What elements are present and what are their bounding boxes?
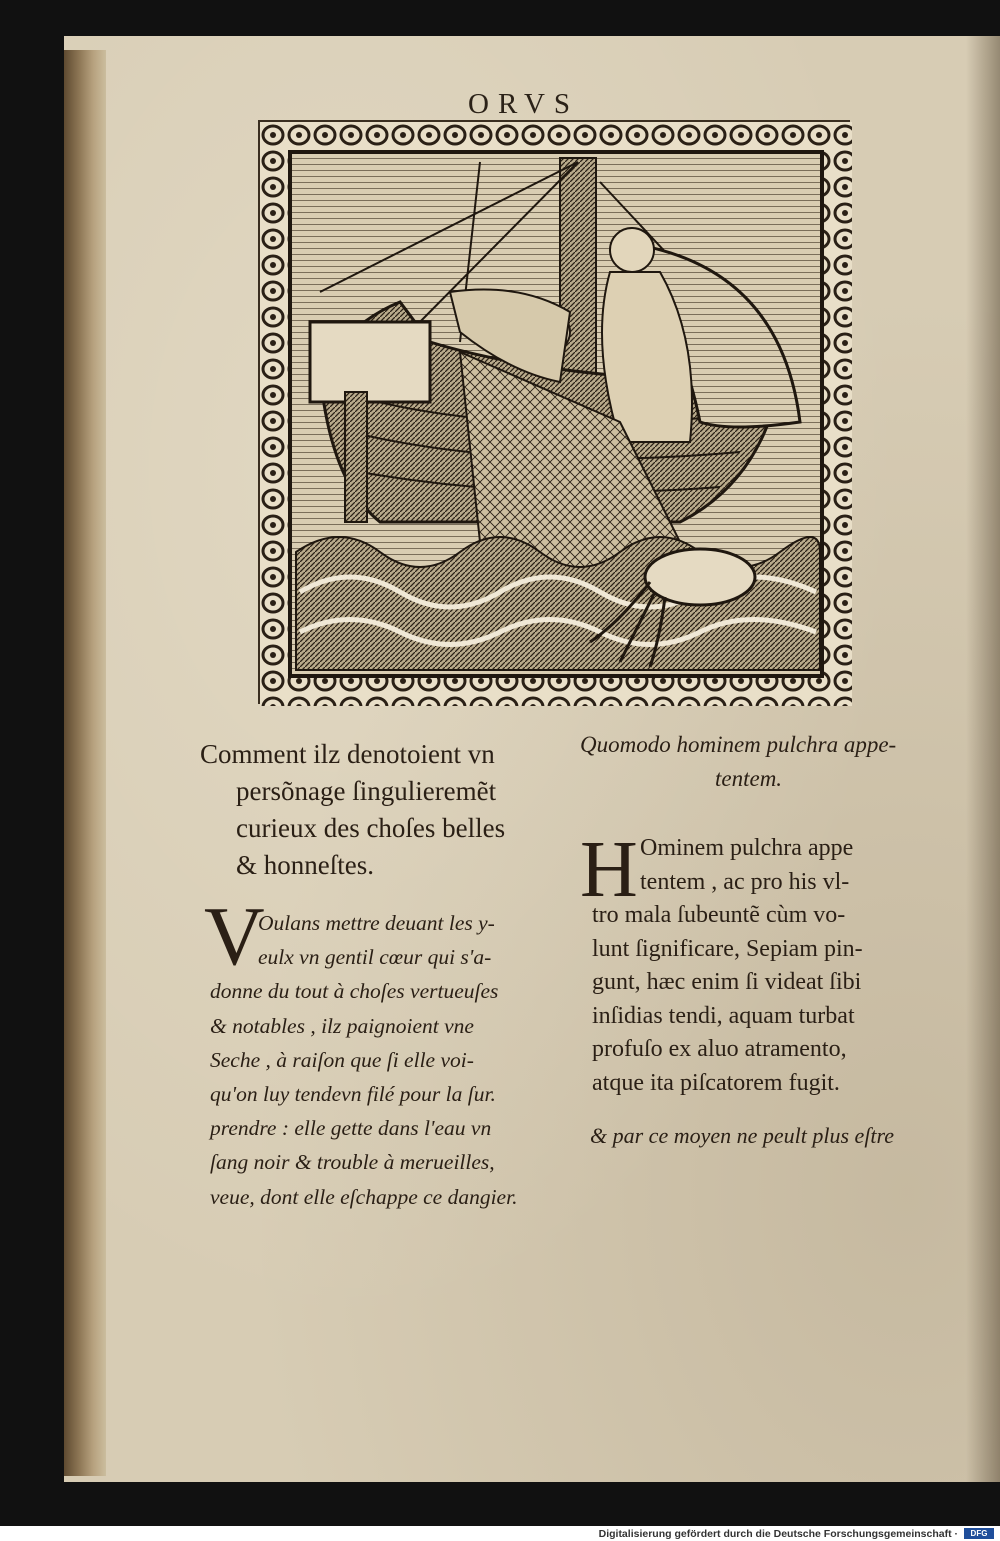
latin-body-line: tro mala ſubeuntẽ cùm vo-: [592, 902, 846, 928]
french-title-line: & honneſtes.: [236, 850, 374, 880]
french-title-line: persõnage ſingulieremẽt: [236, 776, 497, 806]
latin-body-line: tentem , ac pro his vl-: [640, 868, 850, 895]
latin-body-line: gunt, hæc enim ſi videat ſibi: [592, 969, 862, 995]
french-body-line: donne du tout à choſes vertueuſes: [210, 979, 499, 1004]
woodcut-illustration-icon: [260, 122, 852, 706]
dfg-logo-icon: DFG: [964, 1528, 994, 1539]
latin-chapter-title: [580, 728, 940, 796]
running-title: ORVS: [468, 88, 580, 120]
latin-body-line: lunt ſignificare, Sepiam pin-: [592, 935, 863, 962]
latin-title-line: tentem.: [715, 766, 783, 791]
woodcut-illustration: [258, 120, 850, 704]
gutter-shadow: [966, 36, 1000, 1482]
french-body-line: prendre : elle gette dans l'eau vn: [210, 1116, 492, 1141]
page-edge: [64, 50, 106, 1476]
latin-body-line: Ominem pulchra appe: [640, 835, 854, 861]
french-drop-cap: V: [204, 890, 265, 983]
french-continuation-line: & par ce moyen ne peult plus eſtre: [590, 1123, 895, 1148]
french-title-line: curieux des choſes belles: [236, 813, 506, 843]
latin-body-text: [592, 832, 952, 1100]
french-body-line: veue, dont elle eſchappe ce dangier.: [210, 1184, 518, 1209]
french-body-line: eulx vn gentil cœur qui s'a-: [258, 945, 492, 970]
french-body-line: & notables , ilz paignoient vne: [210, 1013, 474, 1038]
french-title-line: Comment ilz denotoient vn: [200, 739, 495, 769]
latin-drop-cap: H: [580, 826, 638, 914]
latin-body-line: inſidias tendi, aquam turbat: [592, 1002, 855, 1029]
french-body-line: ſang noir & trouble à merueilles,: [210, 1150, 495, 1175]
french-body-line: Seche , à raiſon que ſi elle voi-: [210, 1047, 474, 1072]
french-body-line: Oulans mettre deuant les y-: [258, 911, 495, 935]
french-chapter-title: [200, 736, 580, 884]
french-body-text: [210, 906, 590, 1214]
latin-title-line: Quomodo hominem pulchra appe-: [580, 732, 897, 757]
french-body-line: qu'on luy tendevn filé pour la ſur.: [210, 1082, 496, 1107]
funding-notice: Digitalisierung gefördert durch die Deutsche Forschungsgemeinschaft ·: [598, 1528, 958, 1540]
latin-body-line: atque ita piſcatorem fugit.: [592, 1069, 840, 1096]
latin-body-line: profuſo ex aluo atramento,: [592, 1036, 847, 1062]
